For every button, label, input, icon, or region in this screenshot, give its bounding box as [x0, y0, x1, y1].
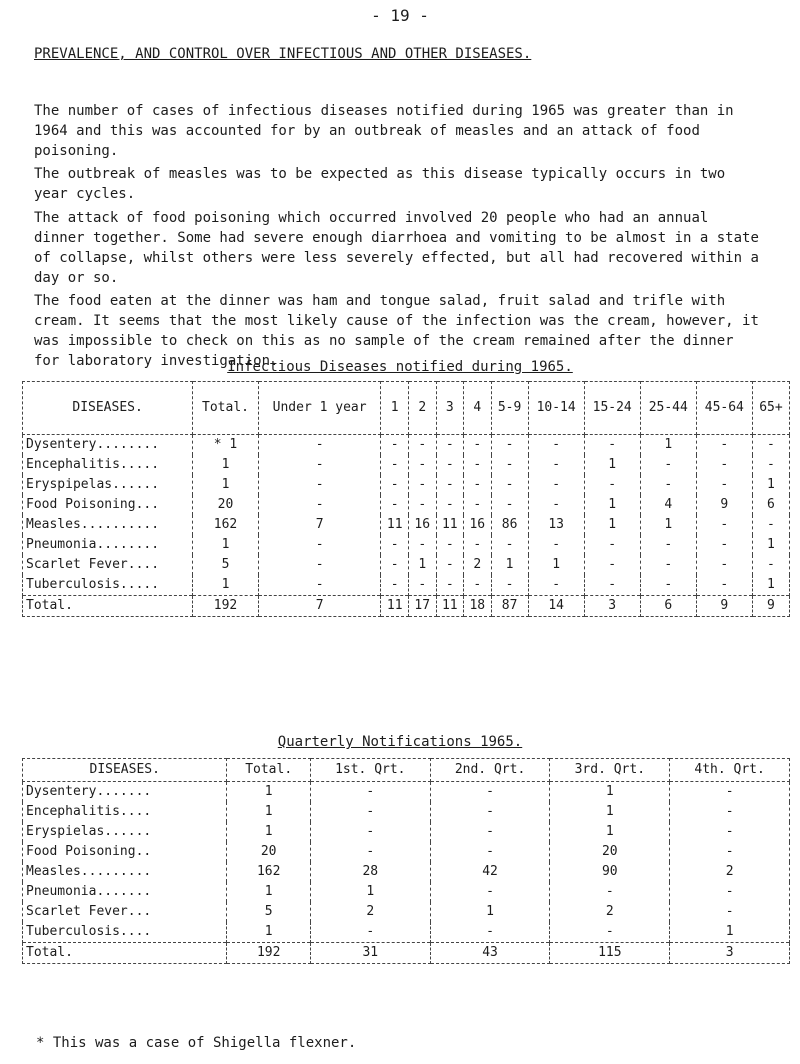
quarterly-table-value-cell: - — [430, 922, 550, 943]
age-table-value-cell: - — [696, 435, 752, 456]
age-table-value-cell: - — [464, 535, 492, 555]
age-table-value-cell: - — [381, 575, 409, 596]
age-table-value-cell: - — [436, 475, 464, 495]
age-table-header-cell: 1 — [381, 382, 409, 435]
quarterly-table-value-cell: 31 — [310, 943, 430, 964]
age-table-value-cell: - — [408, 435, 436, 456]
age-table-header-cell: 3 — [436, 382, 464, 435]
age-table-row — [23, 455, 790, 475]
age-table-total-row — [23, 596, 790, 617]
quarterly-table-value-cell: 20 — [550, 842, 670, 862]
age-table-value-cell: 7 — [258, 515, 381, 535]
age-table-header-cell: Under 1 year — [258, 382, 381, 435]
paragraph-food-poisoning: The attack of food poisoning which occurred involved 20 people who had an annual dinner together. Some had severe enough diarrhoea and vomiting to be almost in a state of collapse, whilst others were less severely effected, but all had recovered within a day or so. — [34, 210, 759, 286]
age-table-value-cell: - — [464, 455, 492, 475]
quarterly-table-value-cell: 1 — [670, 922, 790, 943]
age-table-value-cell: - — [436, 455, 464, 475]
age-table-disease-cell: Measles.......... — [23, 515, 193, 535]
age-table-disease-cell: Pneumonia........ — [23, 535, 193, 555]
age-table-row — [23, 575, 790, 596]
age-table-title: Infectious Diseases notified during 1965. — [227, 359, 573, 375]
age-table-value-cell: 2 — [464, 555, 492, 575]
age-table-value-cell: 1 — [528, 555, 584, 575]
age-table-value-cell: - — [640, 475, 696, 495]
age-table-header-cell: 25-44 — [640, 382, 696, 435]
quarterly-table-value-cell: - — [670, 782, 790, 803]
quarterly-table-value-cell: 1 — [227, 802, 310, 822]
quarterly-table-value-cell: - — [670, 882, 790, 902]
age-table-value-cell: 18 — [464, 596, 492, 617]
quarterly-table-value-cell: 43 — [430, 943, 550, 964]
quarterly-table — [22, 758, 790, 964]
quarterly-table-disease-cell: Scarlet Fever... — [23, 902, 227, 922]
age-table-value-cell: 16 — [464, 515, 492, 535]
age-table-value-cell: 4 — [640, 495, 696, 515]
quarterly-table-value-cell: 1 — [227, 922, 310, 943]
age-table-row — [23, 475, 790, 495]
age-table-value-cell: - — [408, 575, 436, 596]
quarterly-table-value-cell: - — [310, 802, 430, 822]
quarterly-table-row — [23, 822, 790, 842]
quarterly-table-value-cell: 2 — [550, 902, 670, 922]
quarterly-table-header-cell: 2nd. Qrt. — [430, 759, 550, 782]
quarterly-table-row — [23, 882, 790, 902]
quarterly-table-row — [23, 922, 790, 943]
age-table-value-cell: 1 — [491, 555, 528, 575]
paragraph-dinner: The food eaten at the dinner was ham and tongue salad, fruit salad and trifle with cream. It seems that the most likely cause of the infection was the cream, however, it was impossible to check on this as no sample of the cream remained after the dinner for laboratory investigation. — [34, 293, 759, 369]
age-table-value-cell: - — [258, 475, 381, 495]
quarterly-table-value-cell: - — [430, 822, 550, 842]
quarterly-table-row — [23, 782, 790, 803]
age-table-value-cell: - — [436, 495, 464, 515]
age-table-value-cell: - — [464, 435, 492, 456]
age-table-value-cell: - — [381, 495, 409, 515]
quarterly-table-value-cell: 1 — [550, 802, 670, 822]
age-table-value-cell: 192 — [193, 596, 259, 617]
quarterly-table-value-cell: 2 — [310, 902, 430, 922]
age-table-value-cell: * 1 — [193, 435, 259, 456]
quarterly-table-value-cell: 162 — [227, 862, 310, 882]
age-table-value-cell: - — [752, 515, 789, 535]
age-table-value-cell: - — [584, 555, 640, 575]
age-table-value-cell: - — [258, 535, 381, 555]
age-table-value-cell: 9 — [696, 596, 752, 617]
age-table-value-cell: - — [491, 455, 528, 475]
age-table-value-cell: - — [381, 535, 409, 555]
age-table-value-cell: 1 — [193, 455, 259, 475]
quarterly-table-value-cell: - — [670, 822, 790, 842]
age-table-value-cell: - — [752, 455, 789, 475]
age-table-value-cell: - — [640, 575, 696, 596]
quarterly-table-value-cell: - — [310, 822, 430, 842]
age-table-value-cell: - — [436, 535, 464, 555]
age-table-value-cell: 9 — [696, 495, 752, 515]
age-table-value-cell: 11 — [436, 515, 464, 535]
age-table-value-cell: - — [491, 495, 528, 515]
age-table-value-cell: 5 — [193, 555, 259, 575]
age-table-header-cell: 45-64 — [696, 382, 752, 435]
quarterly-table-header-cell: 3rd. Qrt. — [550, 759, 670, 782]
age-table-value-cell: - — [640, 455, 696, 475]
quarterly-table-value-cell: 1 — [227, 882, 310, 902]
age-table-value-cell: - — [491, 535, 528, 555]
age-table-value-cell: - — [408, 495, 436, 515]
age-table-value-cell: - — [464, 575, 492, 596]
age-table-value-cell: - — [408, 455, 436, 475]
quarterly-table-value-cell: 3 — [670, 943, 790, 964]
age-table-value-cell: - — [258, 495, 381, 515]
quarterly-table-value-cell: 2 — [670, 862, 790, 882]
quarterly-table-value-cell: - — [670, 902, 790, 922]
age-table-value-cell: 11 — [381, 596, 409, 617]
age-table-value-cell: 14 — [528, 596, 584, 617]
age-table-value-cell: 11 — [381, 515, 409, 535]
page-number: - 19 - — [371, 6, 429, 25]
age-table-value-cell: - — [696, 455, 752, 475]
age-table-value-cell: - — [584, 535, 640, 555]
age-table-value-cell: - — [528, 535, 584, 555]
age-table-value-cell: - — [491, 575, 528, 596]
age-table-row — [23, 535, 790, 555]
quarterly-table-row — [23, 862, 790, 882]
quarterly-table-value-cell: 1 — [227, 822, 310, 842]
age-table-value-cell: - — [584, 475, 640, 495]
quarterly-table-value-cell: - — [430, 802, 550, 822]
quarterly-table-value-cell: 192 — [227, 943, 310, 964]
age-table-row — [23, 555, 790, 575]
quarterly-table-header-cell: DISEASES. — [23, 759, 227, 782]
quarterly-table-total-row — [23, 943, 790, 964]
quarterly-table-disease-cell: Pneumonia....... — [23, 882, 227, 902]
age-table-row — [23, 495, 790, 515]
age-table-value-cell: - — [752, 555, 789, 575]
age-table-value-cell: 7 — [258, 596, 381, 617]
age-table-value-cell: - — [528, 435, 584, 456]
age-table-value-cell: - — [696, 575, 752, 596]
age-table-header-cell: DISEASES. — [23, 382, 193, 435]
age-table-value-cell: - — [381, 435, 409, 456]
age-table-value-cell: 16 — [408, 515, 436, 535]
quarterly-table-value-cell: - — [430, 782, 550, 803]
age-table-value-cell: - — [408, 475, 436, 495]
quarterly-table-row — [23, 842, 790, 862]
age-table-header-cell: 4 — [464, 382, 492, 435]
age-table-value-cell: - — [584, 435, 640, 456]
quarterly-table-value-cell: 20 — [227, 842, 310, 862]
quarterly-table-title: Quarterly Notifications 1965. — [277, 734, 523, 750]
quarterly-table-value-cell: 42 — [430, 862, 550, 882]
quarterly-table-disease-cell: Measles......... — [23, 862, 227, 882]
age-table-value-cell: 6 — [640, 596, 696, 617]
age-table-header-cell: 10-14 — [528, 382, 584, 435]
age-table-disease-cell: Encephalitis..... — [23, 455, 193, 475]
age-table-value-cell: 1 — [193, 535, 259, 555]
footnote: * This was a case of Shigella flexner. — [36, 1035, 357, 1051]
quarterly-table-value-cell: - — [430, 842, 550, 862]
age-table-value-cell: 1 — [584, 455, 640, 475]
age-table-value-cell: - — [752, 435, 789, 456]
age-table-row — [23, 515, 790, 535]
age-table-header-cell: Total. — [193, 382, 259, 435]
quarterly-table-header-cell: 4th. Qrt. — [670, 759, 790, 782]
paragraph-notifications: The number of cases of infectious diseases notified during 1965 was greater than in 1964 and this was accounted for by an outbreak of measles and an attack of food poisoning. — [34, 103, 734, 159]
paragraph-measles: The outbreak of measles was to be expected as this disease typically occurs in two year cycles. — [34, 166, 726, 202]
quarterly-table-disease-cell: Total. — [23, 943, 227, 964]
quarterly-table-value-cell: 90 — [550, 862, 670, 882]
quarterly-table-body — [23, 782, 790, 964]
age-table-value-cell: - — [464, 475, 492, 495]
quarterly-table-value-cell: - — [310, 842, 430, 862]
age-table-value-cell: - — [408, 535, 436, 555]
age-table-disease-cell: Dysentery........ — [23, 435, 193, 456]
age-table-value-cell: - — [436, 555, 464, 575]
age-table-value-cell: - — [528, 475, 584, 495]
age-table-value-cell: - — [491, 435, 528, 456]
quarterly-table-row — [23, 902, 790, 922]
age-table-value-cell: - — [528, 575, 584, 596]
quarterly-table-header-cell: Total. — [227, 759, 310, 782]
age-table-value-cell: 86 — [491, 515, 528, 535]
quarterly-table-value-cell: - — [550, 922, 670, 943]
age-table-value-cell: 1 — [640, 435, 696, 456]
age-table-disease-cell: Food Poisoning... — [23, 495, 193, 515]
age-table-body — [23, 435, 790, 617]
age-table-value-cell: 20 — [193, 495, 259, 515]
quarterly-table-row — [23, 802, 790, 822]
age-table-value-cell: 1 — [752, 535, 789, 555]
age-table-value-cell: - — [258, 455, 381, 475]
age-table-value-cell: 17 — [408, 596, 436, 617]
section-heading: PREVALENCE, AND CONTROL OVER INFECTIOUS AND OTHER DISEASES. — [34, 46, 532, 62]
age-table-value-cell: 87 — [491, 596, 528, 617]
age-table-value-cell: 1 — [584, 515, 640, 535]
quarterly-table-header-cell: 1st. Qrt. — [310, 759, 430, 782]
quarterly-table-value-cell: 1 — [550, 782, 670, 803]
age-table-value-cell: - — [464, 495, 492, 515]
quarterly-table-disease-cell: Eryspielas...... — [23, 822, 227, 842]
age-table-value-cell: - — [528, 495, 584, 515]
age-table-value-cell: - — [258, 435, 381, 456]
age-table-value-cell: 3 — [584, 596, 640, 617]
quarterly-table-value-cell: 115 — [550, 943, 670, 964]
quarterly-table-value-cell: - — [310, 922, 430, 943]
age-table-value-cell: - — [381, 555, 409, 575]
age-table-value-cell: - — [696, 535, 752, 555]
quarterly-table-header-row — [23, 759, 790, 782]
quarterly-table-value-cell: - — [670, 802, 790, 822]
age-table-value-cell: - — [640, 535, 696, 555]
age-table-value-cell: - — [528, 455, 584, 475]
quarterly-table-disease-cell: Food Poisoning.. — [23, 842, 227, 862]
age-table-value-cell: - — [696, 475, 752, 495]
age-table-value-cell: - — [491, 475, 528, 495]
age-table-header-row — [23, 382, 790, 435]
age-table-header-cell: 5-9 — [491, 382, 528, 435]
age-table-value-cell: 162 — [193, 515, 259, 535]
age-table-row — [23, 435, 790, 456]
age-table-value-cell: 1 — [193, 575, 259, 596]
age-table-disease-cell: Total. — [23, 596, 193, 617]
age-table-value-cell: - — [696, 555, 752, 575]
age-table-value-cell: - — [436, 435, 464, 456]
age-table-disease-cell: Eryspipelas...... — [23, 475, 193, 495]
age-table-header-cell: 65+ — [752, 382, 789, 435]
quarterly-table-value-cell: 1 — [310, 882, 430, 902]
age-table-value-cell: 1 — [752, 575, 789, 596]
age-table-value-cell: - — [381, 475, 409, 495]
age-table-header-cell: 15-24 — [584, 382, 640, 435]
quarterly-table-disease-cell: Dysentery....... — [23, 782, 227, 803]
age-table-value-cell: - — [381, 455, 409, 475]
age-table-value-cell: 1 — [193, 475, 259, 495]
quarterly-table-value-cell: - — [310, 782, 430, 803]
age-table-disease-cell: Scarlet Fever.... — [23, 555, 193, 575]
age-table-value-cell: 1 — [408, 555, 436, 575]
age-table-value-cell: 1 — [584, 495, 640, 515]
quarterly-table-value-cell: 1 — [430, 902, 550, 922]
age-table-disease-cell: Tuberculosis..... — [23, 575, 193, 596]
age-table-value-cell: 6 — [752, 495, 789, 515]
age-table-value-cell: - — [584, 575, 640, 596]
quarterly-table-value-cell: - — [430, 882, 550, 902]
age-table-value-cell: 1 — [752, 475, 789, 495]
age-table — [22, 381, 790, 617]
quarterly-table-disease-cell: Encephalitis.... — [23, 802, 227, 822]
quarterly-table-value-cell: - — [550, 882, 670, 902]
quarterly-table-value-cell: 5 — [227, 902, 310, 922]
quarterly-table-value-cell: 1 — [227, 782, 310, 803]
age-table-value-cell: - — [696, 515, 752, 535]
age-table-header-cell: 2 — [408, 382, 436, 435]
quarterly-table-value-cell: 1 — [550, 822, 670, 842]
age-table-value-cell: - — [436, 575, 464, 596]
age-table-value-cell: - — [258, 555, 381, 575]
age-table-value-cell: 11 — [436, 596, 464, 617]
age-table-value-cell: 13 — [528, 515, 584, 535]
quarterly-table-disease-cell: Tuberculosis.... — [23, 922, 227, 943]
age-table-value-cell: - — [640, 555, 696, 575]
quarterly-table-value-cell: - — [670, 842, 790, 862]
age-table-value-cell: - — [258, 575, 381, 596]
quarterly-table-value-cell: 28 — [310, 862, 430, 882]
age-table-value-cell: 9 — [752, 596, 789, 617]
age-table-value-cell: 1 — [640, 515, 696, 535]
